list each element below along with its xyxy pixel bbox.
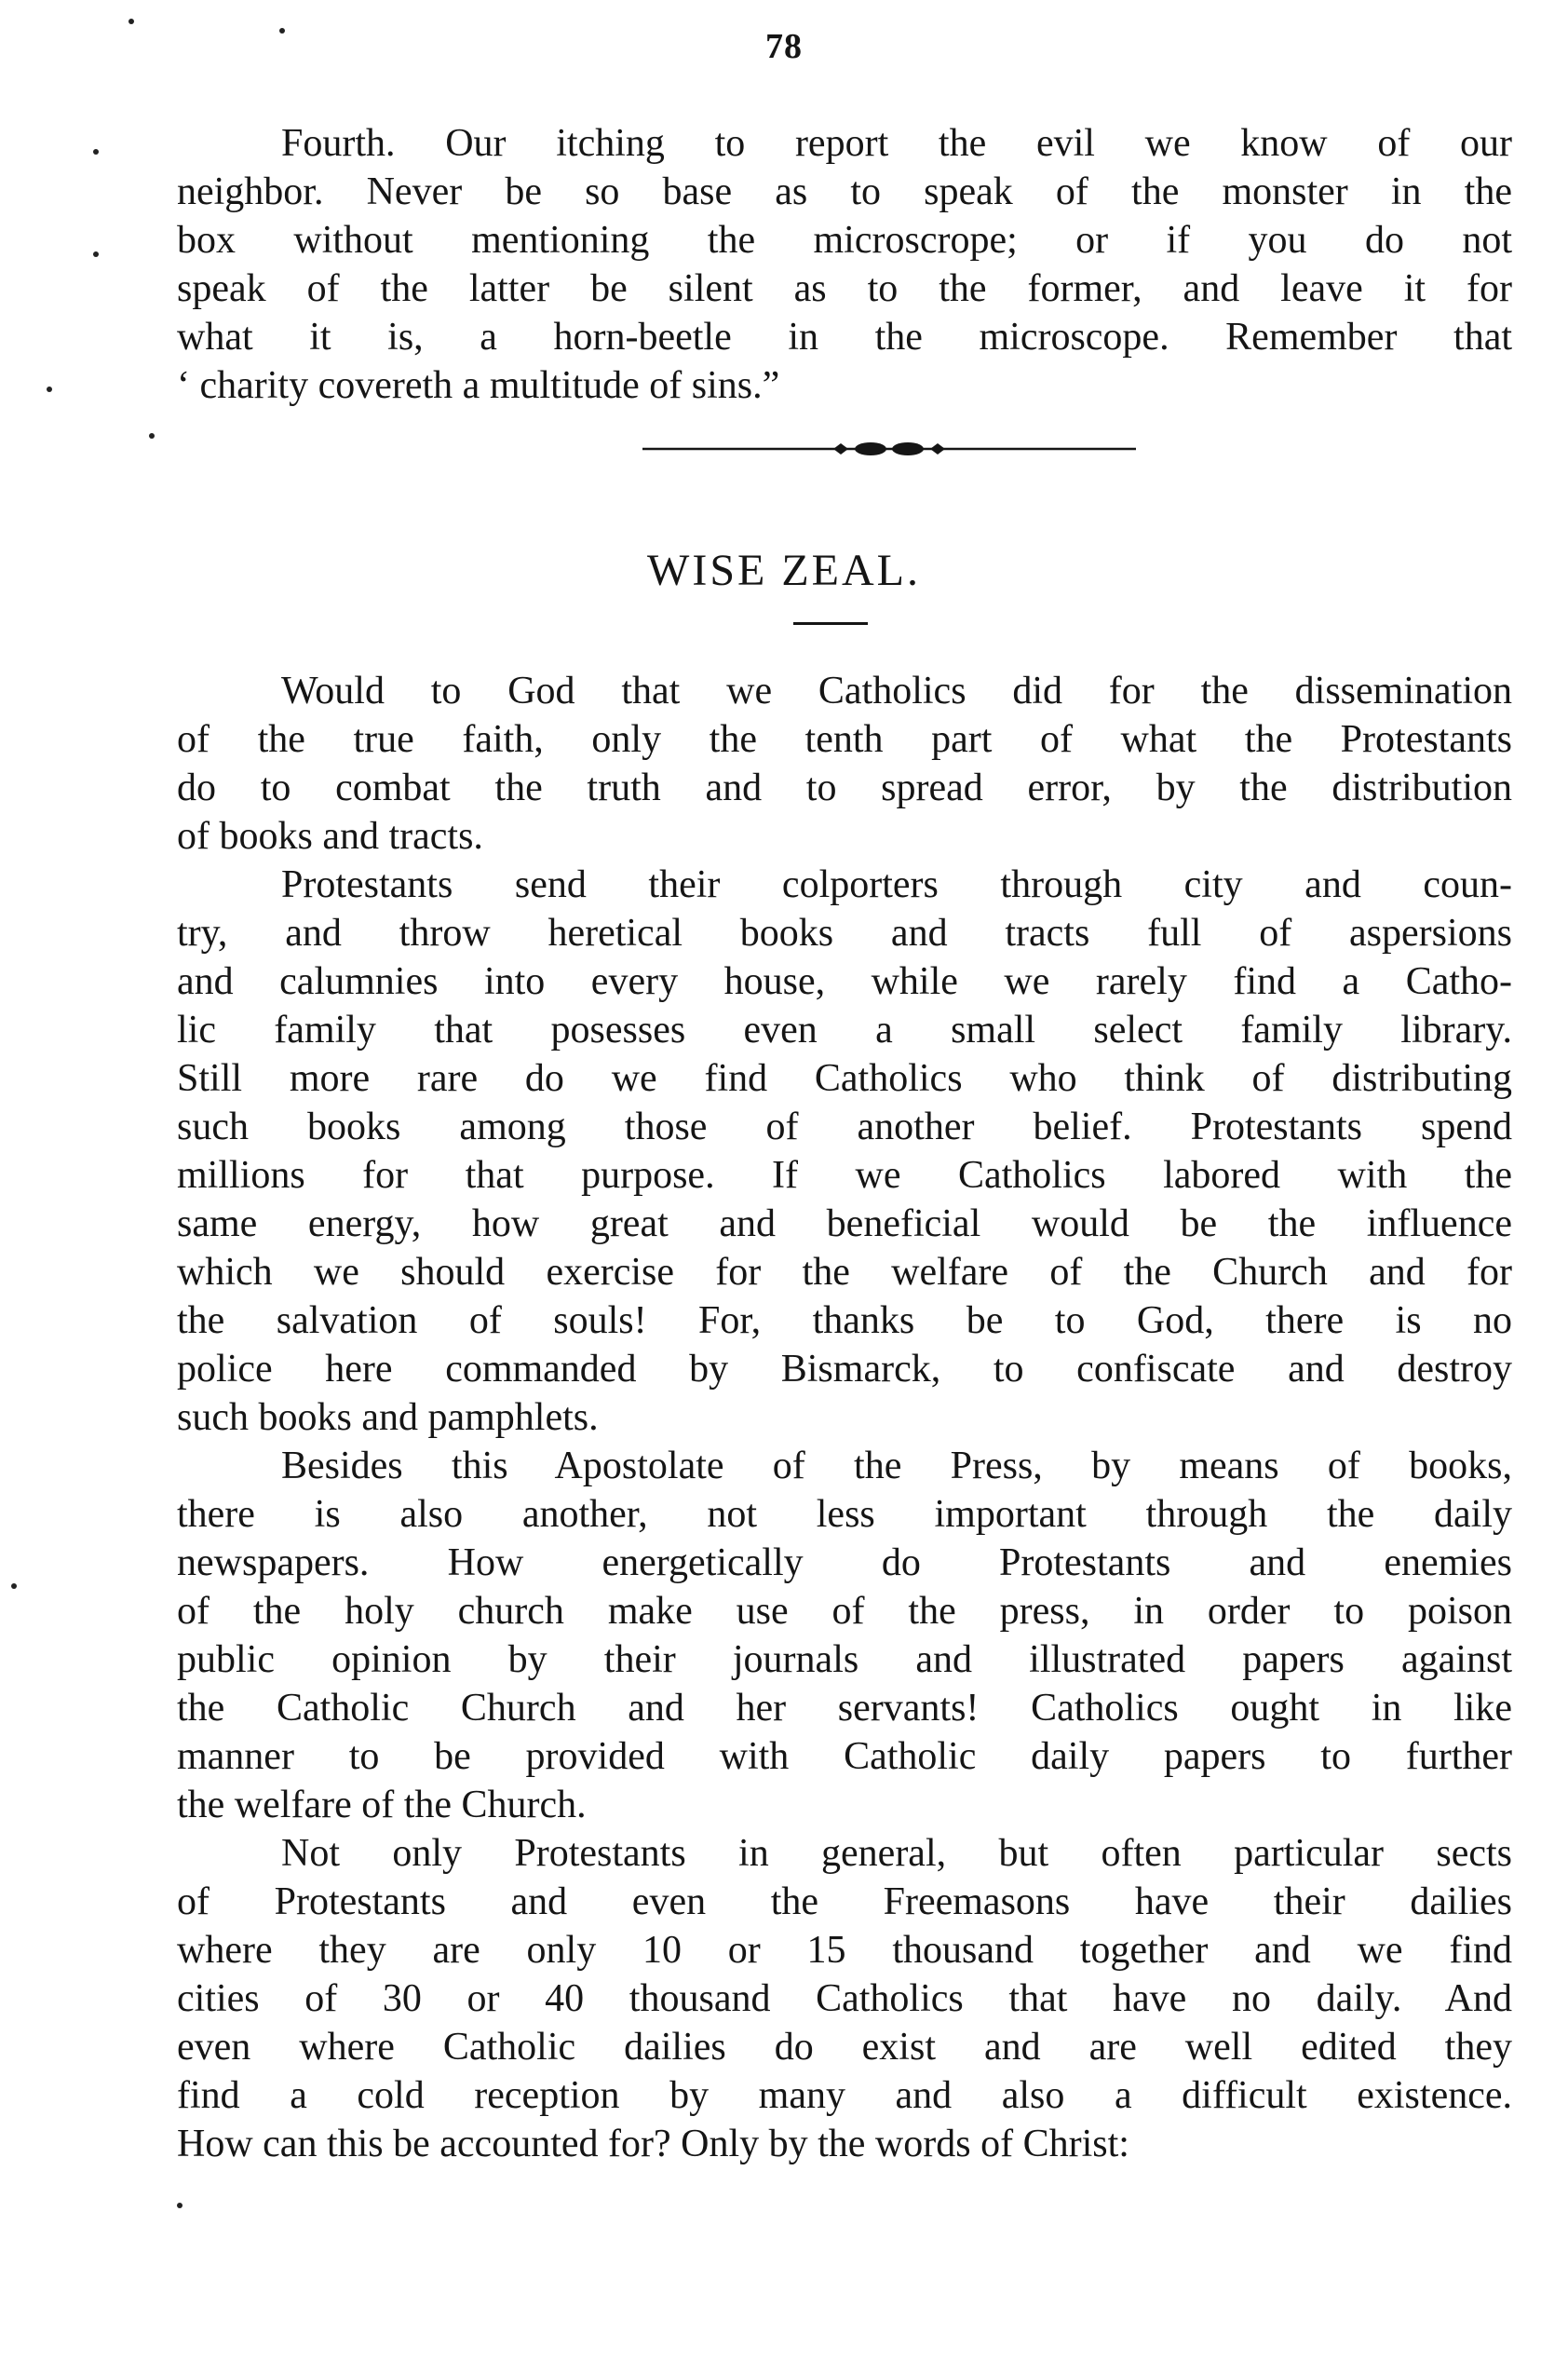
text-line: lic family that posesses even a small select family library. [177, 1009, 1512, 1052]
text-line: Still more rare do we find Catholics who think of distributing [177, 1057, 1512, 1100]
text-line: millions for that purpose. If we Catholics labored with the [177, 1154, 1512, 1197]
section-divider-ornament [642, 438, 1136, 460]
text-line: box without mentioning the microscrope; or if you do not [177, 219, 1512, 262]
text-line: find a cold reception by many and also a difficult existence. [177, 2074, 1512, 2117]
scan-speck [93, 251, 99, 257]
text-line: newspapers. How energetically do Protestants and enemies [177, 1541, 1512, 1584]
scan-speck [93, 149, 99, 155]
text-line: speak of the latter be silent as to the former, and leave it for [177, 267, 1512, 310]
text-line: public opinion by their journals and illustrated papers against [177, 1638, 1512, 1681]
section-heading: WISE ZEAL. [647, 546, 921, 595]
text-line: the Catholic Church and her servants! Catholics ought in like [177, 1687, 1512, 1730]
intro-paragraph [177, 119, 1512, 410]
scan-speck [11, 1583, 17, 1589]
text-line: what it is, a horn-beetle in the microscope. Remember that [177, 316, 1512, 359]
text-line: Would to God that we Catholics did for the dissemination [281, 670, 1512, 712]
text-line: such books among those of another belief. Protestants spend [177, 1106, 1512, 1148]
scan-speck [279, 28, 285, 34]
heading-underline-rule [793, 622, 868, 625]
text-line: of the true faith, only the tenth part of what the Protestants [177, 718, 1512, 761]
text-line: cities of 30 or 40 thousand Catholics that have no daily. And [177, 1977, 1512, 2020]
paragraph-1 [177, 667, 1512, 861]
text-line: Not only Protestants in general, but often particular sects [281, 1832, 1512, 1875]
text-line: of books and tracts. [177, 815, 483, 858]
paragraph-2 [177, 861, 1512, 1442]
text-line: such books and pamphlets. [177, 1396, 599, 1439]
scan-speck [128, 19, 134, 24]
page-number: 78 [765, 27, 803, 66]
paragraph-4 [177, 1829, 1512, 2168]
text-line: do to combat the truth and to spread error, by the distribution [177, 767, 1512, 809]
text-line: of Protestants and even the Freemasons have their dailies [177, 1880, 1512, 1923]
text-line: and calumnies into every house, while we rarely find a Catho- [177, 960, 1512, 1003]
text-line: there is also another, not less important through the daily [177, 1493, 1512, 1536]
text-line: ‘ charity covereth a multitude of sins.” [177, 364, 780, 407]
text-line: same energy, how great and beneficial would be the influence [177, 1202, 1512, 1245]
scan-speck [149, 433, 155, 439]
text-line: police here commanded by Bismarck, to confiscate and destroy [177, 1348, 1512, 1391]
text-line: of the holy church make use of the press, in order to poison [177, 1590, 1512, 1633]
text-line: Protestants send their colporters through city and coun- [281, 863, 1512, 906]
text-line: even where Catholic dailies do exist and are well edited they [177, 2026, 1512, 2069]
text-line: manner to be provided with Catholic daily papers to further [177, 1735, 1512, 1778]
scan-speck [47, 387, 52, 392]
text-line: How can this be accounted for? Only by the words of Christ: [177, 2123, 1129, 2165]
text-line: which we should exercise for the welfare of the Church and for [177, 1251, 1512, 1294]
text-line: Fourth. Our itching to report the evil we know of our [281, 122, 1512, 165]
text-line: neighbor. Never be so base as to speak of the monster in the [177, 170, 1512, 213]
scan-speck [177, 2203, 182, 2208]
text-line: the salvation of souls! For, thanks be to God, there is no [177, 1299, 1512, 1342]
text-line: try, and throw heretical books and tracts full of aspersions [177, 912, 1512, 955]
text-line: Besides this Apostolate of the Press, by means of books, [281, 1445, 1512, 1487]
text-line: the welfare of the Church. [177, 1784, 587, 1826]
text-line: where they are only 10 or 15 thousand together and we find [177, 1929, 1512, 1972]
paragraph-3 [177, 1442, 1512, 1829]
